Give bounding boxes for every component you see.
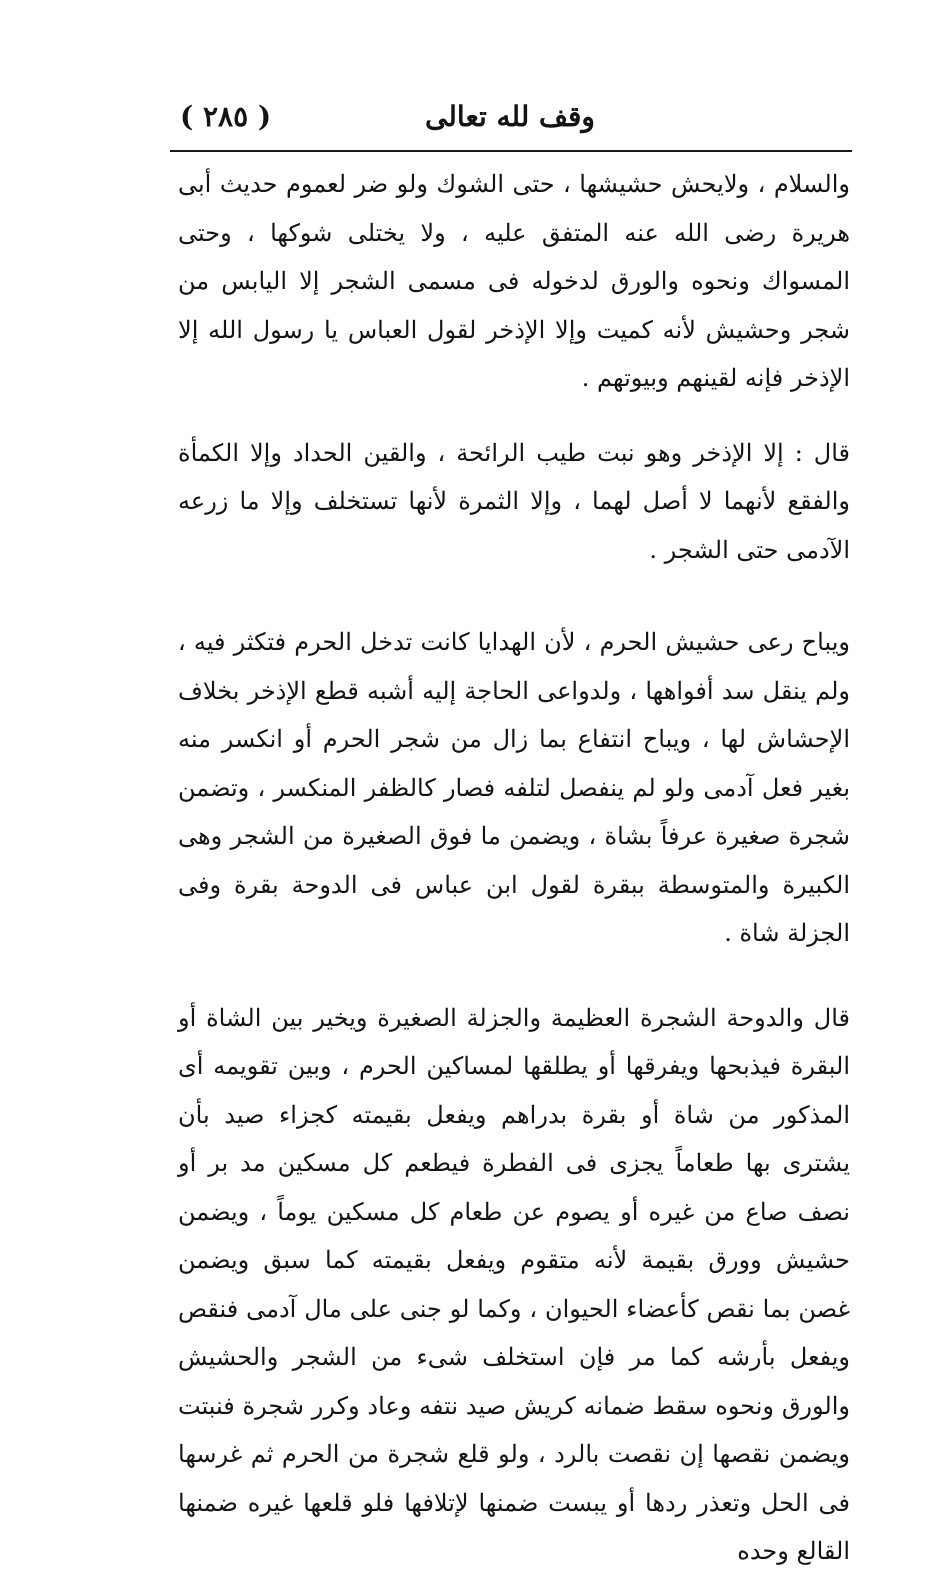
paragraph-2: قال : إلا الإذخر وهو نبت طيب الرائحة ، والقين الحداد وإلا الكمأة والفقع لأنهما لا أصل لهما ، وإلا الثمرة لأنها تستخلف وإلا ما زرعه الآدمى حتى الشجر . <box>178 438 850 564</box>
header-rule <box>170 150 852 152</box>
page-header <box>170 96 850 148</box>
running-title: وقف لله تعالى <box>425 100 595 133</box>
paragraph-4: قال والدوحة الشجرة العظيمة والجزلة الصغيرة ويخير بين الشاة أو البقرة فيذبحها ويفرقها أو يطلقها لمساكين الحرم ، وبين تقويمه أى المذكور من شاة أو بقرة بدراهم ويفعل بقيمته كجزاء صيد بأن يشترى بها طعاماً يجزى فى الفطرة فيطعم كل مسكين مد بر أو نصف صاع من غيره أو يصوم عن طعام كل مسكين يوماً ، ويضمن حشيش وورق بقيمة لأنه متقوم ويفعل بقيمته كما سبق ويضمن غصن بما نقص كأعضاء الحيوان ، وكما لو جنى على مال آدمى فنقص ويفعل بأرشه كما مر فإن استخلف شىء من الشجر والحشيش والورق ونحوه سقط ضمانه كريش صيد نتفه وعاد وكرر شجرة فنبتت ويضمن نقصها إن نقصت بالرد ، ولو قلع شجرة من الحرم ثم غرسها فى الحل وتعذر ردها أو يبست ضمنها لإتلافها فلو قلعها غيره ضمنها القالع وحده <box>178 1003 850 1565</box>
body-text <box>178 160 850 1576</box>
paragraph-1: والسلام ، ولايحش حشيشها ، حتى الشوك ولو ضر لعموم حديث أبى هريرة رضى الله عنه المتفق عليه ، ولا يختلى شوكها ، وحتى المسواك ونحوه والورق لدخوله فى مسمى الشجر إلا اليابس من شجر وحشيش لأنه كميت وإلا الإذخر لقول العباس يا رسول الله إلا الإذخر فإنه لقينهم وبيوتهم . <box>178 170 850 392</box>
paragraph-3: ويباح رعى حشيش الحرم ، لأن الهدايا كانت تدخل الحرم فتكثر فيه ، ولم ينقل سد أفواهها ، ولدواعى الحاجة إليه أشبه قطع الإذخر بخلاف الإحشاش لها ، ويباح انتفاع بما زال من شجر الحرم أو انكسر منه بغير فعل آدمى ولو لم ينفصل لتلفه فصار كالظفر المنكسر ، وتضمن شجرة صغيرة عرفاً بشاة ، ويضمن ما فوق الصغيرة من الشجر وهى الكبيرة والمتوسطة ببقرة لقول ابن عباس فى الدوحة بقرة وفى الجزلة شاة . <box>178 628 851 947</box>
page-number: ( ٢٨٥ ) <box>180 100 272 133</box>
